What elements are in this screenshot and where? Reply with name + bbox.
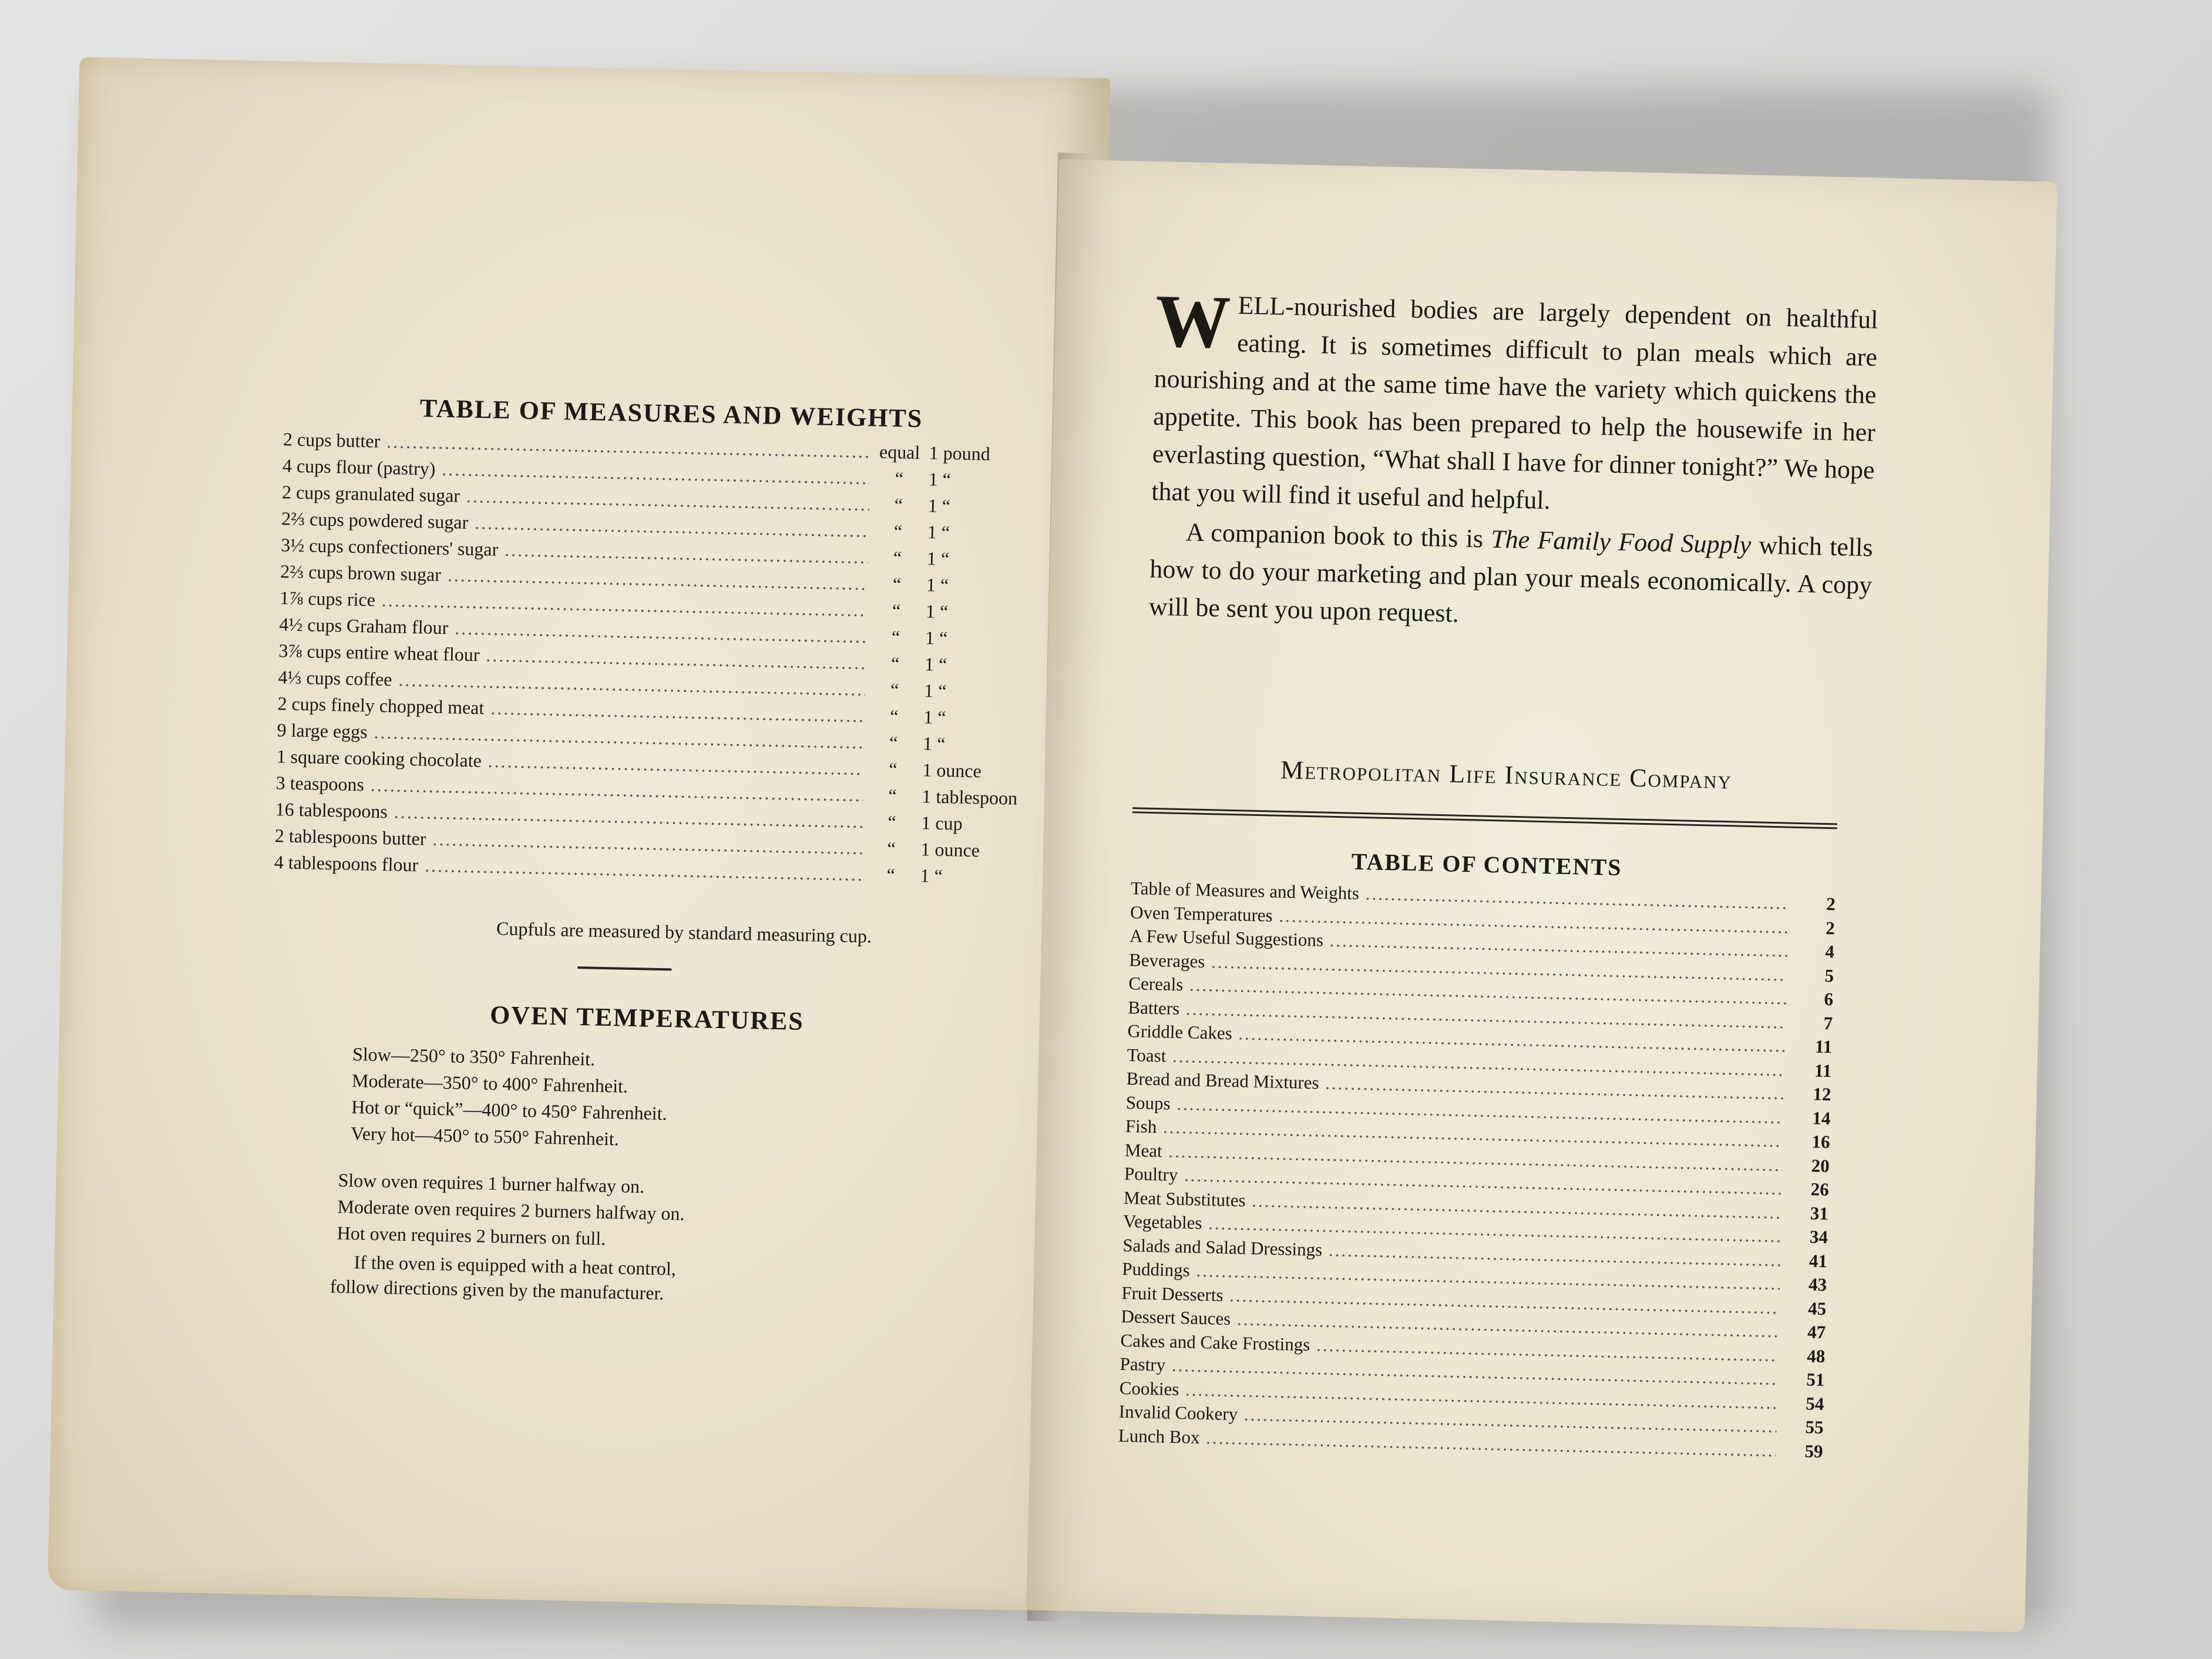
left-page (48, 57, 1110, 1611)
toc-entry-page: 45 (1807, 1297, 1827, 1319)
company-name: Metropolitan Life Insurance Company (1280, 755, 1733, 795)
measure-ditto: “ (892, 600, 901, 622)
measure-item: 4 tablespoons flour ..... (274, 851, 862, 885)
measure-item: 9 large eggs ..... (277, 719, 865, 753)
toc-entry-title: Cakes and Cake Frostings ..... (1120, 1329, 1779, 1365)
measure-ditto: “ (892, 573, 902, 595)
measures-title: TABLE OF MEASURES AND WEIGHTS (419, 394, 923, 434)
toc-entry-page: 34 (1809, 1226, 1828, 1248)
measure-item: 2 cups finely chopped meat ..... (277, 693, 865, 727)
measures-note: Cupfuls are measured by standard measuring cup. (496, 918, 872, 947)
measure-ditto: “ (895, 468, 904, 489)
drop-cap: W (1154, 278, 1232, 364)
measures-table (274, 428, 1058, 894)
measure-item: 4⅓ cups coffee ..... (278, 666, 866, 700)
oven-note (330, 1249, 871, 1309)
double-rule (1132, 807, 1837, 829)
measure-amount: 1 “ (922, 733, 946, 755)
measure-ditto: “ (890, 653, 900, 674)
toc-entry-title: Meat ..... (1125, 1140, 1783, 1176)
toc-entry-page: 2 (1826, 917, 1836, 938)
oven-note-line: follow directions given by the manufacturer. (330, 1275, 664, 1304)
oven-burner-list (337, 1167, 867, 1258)
measure-amount: 1 tablespoon (922, 785, 1018, 809)
oven-temp-line: Very hot—450° to 550° Fahrenheit. (350, 1122, 620, 1150)
toc-entry-page: 6 (1824, 988, 1834, 1010)
toc-entry-page: 51 (1806, 1369, 1825, 1391)
measure-ditto: “ (890, 679, 899, 701)
measure-ditto: “ (888, 785, 897, 807)
oven-burner-line: Slow oven requires 1 burner halfway on. (338, 1169, 645, 1197)
measure-item: 2 cups granulated sugar ..... (282, 481, 870, 515)
measure-amount: 1 ounce (922, 759, 982, 782)
toc-entry-title: Oven Temperatures ..... (1130, 902, 1789, 938)
toc-entry-page: 31 (1810, 1203, 1829, 1224)
toc-entry-page: 55 (1805, 1416, 1824, 1438)
measure-ditto: “ (894, 494, 903, 516)
toc-entry-title: Fish ..... (1125, 1116, 1784, 1151)
toc-entry-page: 20 (1811, 1155, 1830, 1176)
toc-entry-page: 54 (1806, 1392, 1824, 1414)
measure-ditto: “ (886, 864, 896, 886)
measure-amount: 1 “ (920, 865, 943, 886)
toc-entry-title: Cereals ..... (1128, 973, 1787, 1009)
measure-ditto: “ (889, 706, 899, 727)
measure-ditto: equal (879, 441, 920, 464)
toc-entry-title: Lunch Box ..... (1118, 1425, 1777, 1460)
toc-entry-title: Puddings ..... (1122, 1258, 1780, 1294)
measure-item: 2⅔ cups brown sugar ..... (280, 560, 868, 595)
oven-title: OVEN TEMPERATURES (489, 1000, 805, 1036)
measure-amount: 1 ounce (920, 838, 980, 861)
measure-ditto: “ (891, 626, 900, 648)
measure-ditto: “ (888, 811, 897, 833)
toc-entry-title: Bread and Bread Mixtures ..... (1126, 1068, 1784, 1104)
toc-entry-title: Invalid Cookery ..... (1118, 1401, 1777, 1437)
measure-amount: 1 “ (926, 574, 949, 596)
measure-amount: 1 pound (929, 442, 991, 465)
toc-entry-title: Poultry ..... (1124, 1163, 1783, 1199)
measure-amount: 1 “ (928, 468, 952, 491)
measure-amount: 1 “ (924, 653, 947, 676)
measure-amount: 1 “ (923, 680, 947, 702)
toc-entry-title: Soups ..... (1125, 1092, 1784, 1128)
toc-entry-page: 11 (1814, 1060, 1832, 1081)
intro-paragraph (1151, 278, 1878, 527)
intro-p1-text: -nourished bodies are largely dependent on healthful eating. It is sometimes difficult to plan meals which are nourishing and at the same time have the variety which quickens the appetite. This book has been prepared to help the housewife in her everlasting question, “What shall I have for dinner tonight?” We hope that you will find it useful and helpful. (1151, 291, 1878, 515)
intro-p2-text: which tells how to do your marketing and plan your meals economically. A copy will be sent you upon request. (1148, 530, 1874, 628)
intro-text (1148, 278, 1878, 642)
measure-ditto: “ (889, 732, 898, 754)
measure-amount: 1 “ (927, 521, 950, 543)
toc-entry-page: 12 (1813, 1083, 1831, 1105)
toc-entry-page: 2 (1826, 893, 1836, 915)
toc-entry-title: Vegetables ..... (1123, 1211, 1781, 1247)
table-of-contents (1118, 878, 1836, 1465)
toc-entry-page: 5 (1824, 965, 1834, 986)
measure-amount: 1 “ (925, 600, 949, 623)
measure-amount: 1 “ (926, 548, 950, 570)
measure-ditto: “ (893, 520, 903, 542)
toc-entry-title: Table of Measures and Weights ..... (1131, 878, 1789, 914)
toc-entry-title: Cookies ..... (1119, 1377, 1777, 1413)
oven-note-line: If the oven is equipped with a heat control, (354, 1251, 677, 1279)
oven-temperature-list (351, 1041, 882, 1158)
toc-entry-title: Griddle Cakes ..... (1127, 1020, 1786, 1056)
intro-capwords: ELL (1238, 291, 1286, 321)
toc-entry-page: 14 (1812, 1107, 1831, 1129)
measure-item: 4 cups flour (pastry) ..... (283, 455, 870, 489)
measure-item: 1 square cooking chocolate ..... (276, 745, 864, 780)
toc-entry-page: 26 (1810, 1178, 1830, 1200)
measure-item: 4½ cups Graham flour ..... (279, 613, 867, 647)
toc-entry-title: Batters ..... (1128, 997, 1786, 1033)
toc-entry-title: Beverages ..... (1129, 949, 1787, 985)
toc-title: TABLE OF CONTENTS (1351, 848, 1623, 881)
measure-ditto: “ (893, 547, 902, 569)
measure-amount: 1 “ (925, 627, 948, 649)
toc-entry-title: Dessert Sauces ..... (1121, 1306, 1779, 1342)
measure-item: 3½ cups confectioners' sugar ..... (281, 534, 869, 568)
measure-item: 16 tablespoons ..... (275, 798, 863, 832)
toc-entry-page: 4 (1825, 941, 1835, 962)
companion-book-title: The Family Food Supply (1490, 524, 1752, 559)
measure-amount: 1 cup (921, 812, 963, 834)
oven-temp-line: Moderate—350° to 400° Fahrenheit. (351, 1070, 628, 1097)
toc-entry-page: 47 (1807, 1321, 1826, 1343)
measure-amount: 1 “ (927, 495, 951, 517)
toc-entry-page: 41 (1808, 1250, 1828, 1271)
measure-ditto: “ (887, 838, 896, 859)
toc-entry-title: Pastry ..... (1120, 1354, 1778, 1389)
oven-temp-line: Slow—250° to 350° Fahrenheit. (352, 1043, 596, 1070)
measure-ditto: “ (888, 758, 897, 780)
oven-burner-line: Hot oven requires 2 burners on full. (337, 1222, 606, 1250)
toc-entry-title: Fruit Desserts ..... (1121, 1282, 1780, 1318)
toc-entry-page: 11 (1814, 1036, 1833, 1057)
measure-item: 1⅞ cups rice ..... (280, 587, 868, 621)
measure-amount: 1 “ (923, 706, 946, 728)
measure-item: 2 tablespoons butter ..... (274, 825, 862, 859)
toc-entry-page: 43 (1808, 1274, 1827, 1295)
oven-temp-line: Hot or “quick”—400° to 450° Fahrenheit. (351, 1096, 667, 1124)
oven-burner-line: Moderate oven requires 2 burners halfway on. (337, 1195, 685, 1224)
toc-entry-title: Toast ..... (1127, 1045, 1785, 1080)
measure-item: 3⅞ cups entire wheat flour ..... (278, 640, 866, 674)
intro-paragraph (1148, 513, 1873, 642)
toc-entry-title: Meat Substitutes ..... (1124, 1187, 1782, 1223)
toc-entry-page: 16 (1811, 1131, 1831, 1153)
toc-entry-page: 59 (1804, 1440, 1824, 1462)
measure-item: 3 teaspoons ..... (275, 772, 863, 806)
divider (577, 966, 671, 970)
measure-item: 2⅔ cups powdered sugar ..... (281, 508, 869, 542)
toc-entry-page: 7 (1823, 1012, 1833, 1033)
right-page (1026, 159, 2058, 1633)
toc-entry-title: Salads and Salad Dressings ..... (1122, 1234, 1781, 1270)
measure-item: 2 cups butter ..... (283, 428, 871, 462)
toc-entry-title: A Few Useful Suggestions ..... (1129, 925, 1788, 961)
toc-entry-page: 48 (1806, 1345, 1826, 1366)
intro-p2-text: A companion book to this is (1185, 518, 1491, 553)
